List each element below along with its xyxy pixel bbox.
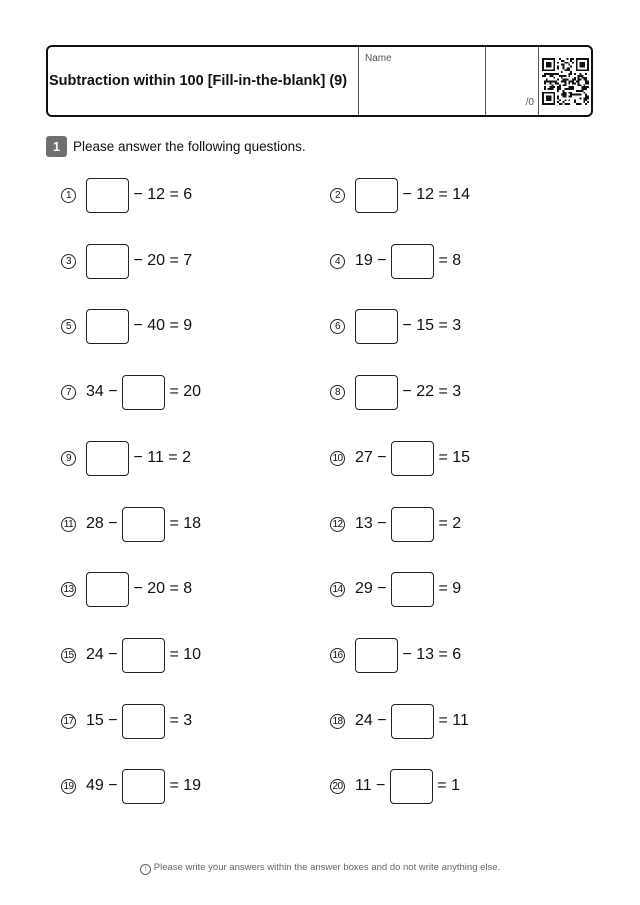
problem-text-after: = 20 bbox=[165, 383, 202, 400]
answer-box[interactable] bbox=[391, 507, 434, 542]
problem-text-after: = 18 bbox=[165, 515, 202, 532]
problem-item bbox=[330, 506, 461, 542]
problem-text-before: 13 − bbox=[355, 515, 392, 532]
problem-item bbox=[330, 768, 460, 804]
problem-text-after: = 15 bbox=[434, 449, 471, 466]
answer-box[interactable] bbox=[355, 309, 398, 344]
problem-text-before: 24 − bbox=[355, 712, 392, 729]
problem-number: 7 bbox=[61, 385, 76, 400]
answer-box[interactable] bbox=[86, 178, 129, 213]
problem-text-after: − 20 = 7 bbox=[129, 252, 193, 269]
problem-number: 16 bbox=[330, 648, 345, 663]
problem-text-before: 34 − bbox=[86, 383, 123, 400]
problem-item bbox=[330, 177, 470, 213]
problem-number: 5 bbox=[61, 319, 76, 334]
problem-text-before: 27 − bbox=[355, 449, 392, 466]
answer-box[interactable] bbox=[86, 441, 129, 476]
problem-text-after: = 1 bbox=[432, 777, 460, 794]
problem-text-after: = 8 bbox=[434, 252, 462, 269]
problem-item bbox=[330, 243, 461, 279]
problem-number: 4 bbox=[330, 254, 345, 269]
problem-text-before: 49 − bbox=[86, 777, 123, 794]
problem-number: 10 bbox=[330, 451, 345, 466]
answer-box[interactable] bbox=[391, 441, 434, 476]
answer-box[interactable] bbox=[390, 769, 433, 804]
footer-note bbox=[0, 862, 640, 875]
answer-box[interactable] bbox=[355, 375, 398, 410]
answer-box[interactable] bbox=[122, 704, 165, 739]
problem-text-after: = 3 bbox=[165, 712, 193, 729]
answer-box[interactable] bbox=[86, 309, 129, 344]
problem-number: 9 bbox=[61, 451, 76, 466]
problem-text-after: = 19 bbox=[165, 777, 202, 794]
problem-text-after: − 13 = 6 bbox=[398, 646, 462, 663]
problem-number: 11 bbox=[61, 517, 76, 532]
answer-box[interactable] bbox=[86, 572, 129, 607]
problem-item bbox=[330, 571, 461, 607]
answer-box[interactable] bbox=[391, 572, 434, 607]
problem-item bbox=[330, 703, 469, 739]
score-field bbox=[486, 47, 539, 115]
problem-number: 13 bbox=[61, 582, 76, 597]
problem-item bbox=[61, 703, 192, 739]
problem-item bbox=[61, 440, 191, 476]
problem-number: 17 bbox=[61, 714, 76, 729]
problem-text-after: = 2 bbox=[434, 515, 462, 532]
answer-box[interactable] bbox=[391, 244, 434, 279]
problem-text-before: 29 − bbox=[355, 580, 392, 597]
problem-item bbox=[330, 637, 461, 673]
problem-text-before: 15 − bbox=[86, 712, 123, 729]
problem-text-before: 24 − bbox=[86, 646, 123, 663]
problem-text-after: − 11 = 2 bbox=[129, 449, 191, 466]
problem-item bbox=[61, 374, 201, 410]
problem-item bbox=[61, 571, 192, 607]
problem-text-after: = 10 bbox=[165, 646, 202, 663]
name-label: Name bbox=[365, 53, 392, 64]
problem-item bbox=[330, 440, 470, 476]
score-total: /0 bbox=[525, 97, 534, 108]
problem-number: 18 bbox=[330, 714, 345, 729]
problem-item bbox=[330, 308, 461, 344]
problem-number: 8 bbox=[330, 385, 345, 400]
problem-text-after: − 12 = 6 bbox=[129, 186, 193, 203]
section-instruction: Please answer the following questions. bbox=[73, 139, 306, 154]
problem-number: 3 bbox=[61, 254, 76, 269]
problem-item bbox=[61, 637, 201, 673]
worksheet-header bbox=[46, 45, 593, 117]
problem-text-after: − 15 = 3 bbox=[398, 317, 462, 334]
problem-item bbox=[61, 308, 192, 344]
problem-item bbox=[61, 506, 201, 542]
title-cell bbox=[48, 47, 359, 115]
answer-box[interactable] bbox=[355, 638, 398, 673]
problem-text-before: 19 − bbox=[355, 252, 392, 269]
answer-box[interactable] bbox=[391, 704, 434, 739]
problem-number: 1 bbox=[61, 188, 76, 203]
problem-number: 15 bbox=[61, 648, 76, 663]
worksheet-title: Subtraction within 100 [Fill-in-the-blank] (9) bbox=[49, 73, 348, 89]
qr-cell bbox=[539, 47, 591, 115]
problem-number: 20 bbox=[330, 779, 345, 794]
problem-text-after: − 40 = 9 bbox=[129, 317, 193, 334]
footer-text: Please write your answers within the answer boxes and do not write anything else. bbox=[153, 862, 501, 873]
problem-number: 6 bbox=[330, 319, 345, 334]
answer-box[interactable] bbox=[122, 507, 165, 542]
answer-box[interactable] bbox=[86, 244, 129, 279]
qr-code-icon bbox=[542, 58, 589, 105]
problem-text-after: = 9 bbox=[434, 580, 462, 597]
problem-number: 19 bbox=[61, 779, 76, 794]
problem-text-after: − 22 = 3 bbox=[398, 383, 462, 400]
problem-item bbox=[61, 243, 192, 279]
problem-text-before: 28 − bbox=[86, 515, 123, 532]
problem-item bbox=[61, 177, 192, 213]
section-heading bbox=[46, 136, 306, 157]
problem-text-after: − 20 = 8 bbox=[129, 580, 193, 597]
name-field[interactable] bbox=[359, 47, 486, 115]
problem-text-after: = 11 bbox=[434, 712, 469, 729]
problem-item bbox=[330, 374, 461, 410]
answer-box[interactable] bbox=[355, 178, 398, 213]
problem-item bbox=[61, 768, 201, 804]
answer-box[interactable] bbox=[122, 375, 165, 410]
problem-number: 2 bbox=[330, 188, 345, 203]
problem-text-before: 11 − bbox=[355, 777, 390, 794]
answer-box[interactable] bbox=[122, 638, 165, 673]
problem-number: 14 bbox=[330, 582, 345, 597]
problem-text-after: − 12 = 14 bbox=[398, 186, 471, 203]
answer-box[interactable] bbox=[122, 769, 165, 804]
section-number: 1 bbox=[46, 136, 67, 157]
problem-number: 12 bbox=[330, 517, 345, 532]
info-icon: ! bbox=[140, 864, 151, 875]
